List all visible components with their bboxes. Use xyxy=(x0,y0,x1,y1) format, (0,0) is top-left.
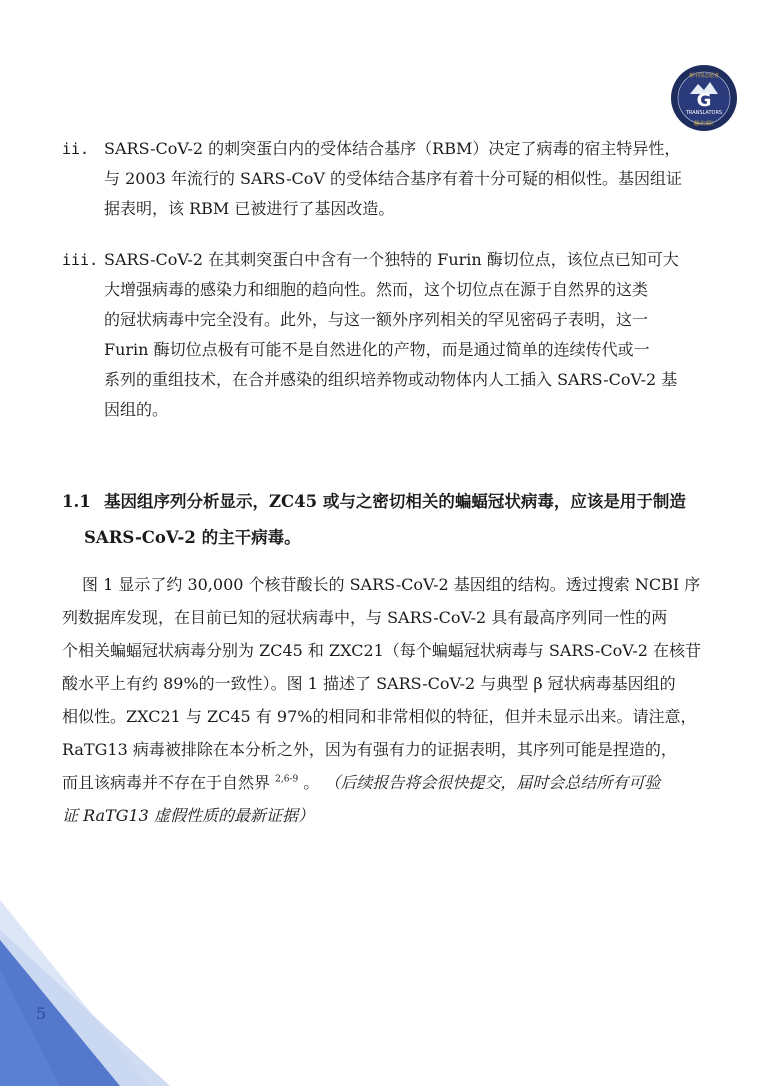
text-span: 。 xyxy=(303,773,320,792)
list-item-iii xyxy=(62,245,722,425)
corner-decoration-icon xyxy=(0,900,170,1086)
list-marker: iii. xyxy=(62,251,99,269)
text-line: 列数据库发现，在目前已知的冠状病毒中，与 SARS-CoV-2 具有最高序列同一性的两 xyxy=(62,608,668,627)
page-number: 5 xyxy=(36,1004,47,1023)
citation-superscript: 2,6-9 xyxy=(275,774,299,785)
list-marker: ii. xyxy=(62,140,90,158)
list-item-ii xyxy=(62,134,722,224)
section-title xyxy=(84,484,722,556)
italic-note: 证 RaTG13 虚假性质的最新证据） xyxy=(62,806,314,825)
svg-text:TRANSLATORS: TRANSLATORS xyxy=(685,110,723,116)
text-line: 大增强病毒的感染力和细胞的趋向性。然而，这个切位点在源于自然界的这类 xyxy=(104,280,649,299)
svg-text:新中国志愿者: 新中国志愿者 xyxy=(688,73,720,79)
italic-note: （后续报告将会很快提交，届时会总结所有可验 xyxy=(324,773,661,792)
section-number: 1.1 xyxy=(62,492,91,511)
body-paragraph xyxy=(62,568,720,832)
text-line: RaTG13 病毒被排除在本分析之外，因为有强有力的证据表明，其序列可能是捏造的， xyxy=(62,740,677,759)
svg-text:翻译部队: 翻译部队 xyxy=(693,121,715,127)
text-line: 个相关蝙蝠冠状病毒分别为 ZC45 和 ZXC21（每个蝙蝠冠状病毒与 SARS-CoV-2 在核苷 xyxy=(62,641,702,660)
text-line: SARS-CoV-2 在其刺突蛋白中含有一个独特的 Furin 酶切位点，该位点已知可大 xyxy=(104,250,679,269)
text-line: 的冠状病毒中完全没有。此外，与这一额外序列相关的罕见密码子表明，这一 xyxy=(104,310,649,329)
text-line: 据表明，该 RBM 已被进行了基因改造。 xyxy=(104,199,395,218)
text-span: 而且该病毒并不存在于自然界 xyxy=(62,773,271,792)
section-title-line: SARS-CoV-2 的主干病毒。 xyxy=(84,528,301,547)
translators-logo-icon xyxy=(670,64,738,132)
text-line: SARS-CoV-2 的刺突蛋白内的受体结合基序（RBM）决定了病毒的宿主特异性， xyxy=(104,139,681,158)
list-item-text xyxy=(104,134,722,224)
text-line: 酸水平上有约 89%的一致性）。图 1 描述了 SARS-CoV-2 与典型 β 冠状病毒基因组的 xyxy=(62,674,676,693)
text-line: 相似性。ZXC21 与 ZC45 有 97%的相同和非常相似的特征，但并未显示出来。请注意， xyxy=(62,707,697,726)
text-line xyxy=(62,766,720,799)
section-heading xyxy=(62,484,722,556)
text-line: 因组的。 xyxy=(104,400,169,419)
text-line: 系列的重组技术，在合并感染的组织培养物或动物体内人工插入 SARS-CoV-2 基 xyxy=(104,370,678,389)
text-line: 与 2003 年流行的 SARS-CoV 的受体结合基序有着十分可疑的相似性。基因组证 xyxy=(104,169,683,188)
svg-text:G: G xyxy=(696,90,712,111)
section-title-line: 基因组序列分析显示，ZC45 或与之密切相关的蝙蝠冠状病毒，应该是用于制造 xyxy=(104,492,686,511)
text-line: 图 1 显示了约 30,000 个核苷酸长的 SARS-CoV-2 基因组的结构。透过搜索 NCBI 序 xyxy=(82,575,701,594)
list-item-text xyxy=(104,245,722,425)
text-line: Furin 酶切位点极有可能不是自然进化的产物，而是通过简单的连续传代或一 xyxy=(104,340,650,359)
